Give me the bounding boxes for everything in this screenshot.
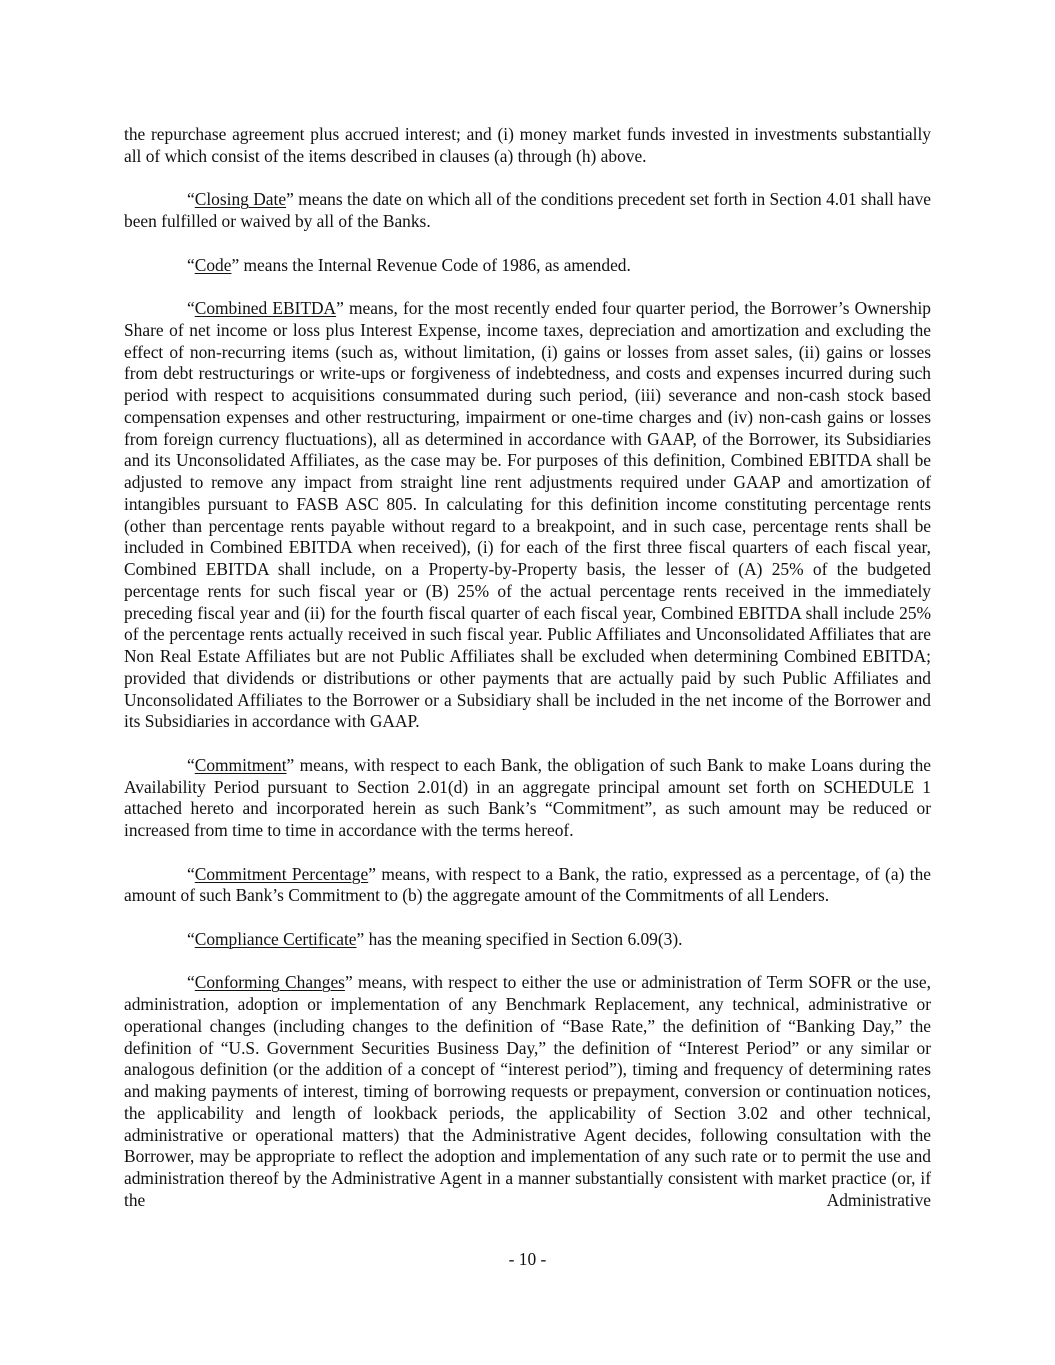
close-quote: ”	[356, 928, 365, 949]
open-quote: “	[187, 928, 195, 949]
close-quote: ”	[286, 754, 295, 775]
definition-text: means, with respect to either the use or administration of Term SOFR or the use, administration, adoption or implementation of any Benchmark Replacement, any technical, administrative or operational changes (including changes to the definition of “Base Rate,” the definition of “Banking Day,” the definition of “U.S. Government Securities Business Day,” the definition of “Interest Period” or any similar or analogous definition (or the addition of a concept of “interest period”), timing and frequency of determining rates and making payments of interest, timing of borrowing requests or prepayment, conversion or continuation notices, the applicability and length of lookback periods, the applicability of Section 3.02 and other technical, administrative or operational matters) that the Administrative Agent decides, following consultation with the Borrower, may be appropriate to reflect the adoption and implementation of any such rate or to permit the use and administration thereof by the Administrative Agent in a manner substantially consistent with market practice (or, if the Administrative	[124, 972, 931, 1210]
definition-text: means the Internal Revenue Code of 1986, as amended.	[239, 254, 631, 275]
open-quote: “	[187, 298, 195, 318]
close-quote: ”	[231, 254, 240, 275]
defined-term: Combined EBITDA	[194, 298, 337, 318]
definition-conforming-changes	[124, 972, 931, 1211]
page-number: - 10 -	[508, 1249, 547, 1269]
open-quote: “	[187, 972, 195, 993]
close-quote: ”	[286, 189, 294, 210]
definition-code	[124, 255, 931, 277]
close-quote: ”	[344, 972, 353, 993]
defined-term: Compliance Certificate	[194, 928, 357, 949]
definition-text: means, with respect to each Bank, the obligation of such Bank to make Loans during the Availability Period pursuant to Section 2.01(d) in an aggregate principal amount set forth on SCHEDULE 1 attached hereto and incorporated herein as such Bank’s “Commitment”, as such amount may be reduced or increased from time to time in accordance with the terms hereof.	[124, 754, 931, 840]
paragraph-continuation	[124, 124, 931, 168]
definition-commitment-percentage	[124, 864, 931, 908]
definition-combined-ebitda	[124, 298, 931, 733]
close-quote: ”	[336, 298, 344, 318]
definition-text: means the date on which all of the conditions precedent set forth in Section 4.01 shall have been fulfilled or waived by all of the Banks.	[124, 189, 931, 231]
definition-text: means, with respect to a Bank, the ratio, expressed as a percentage, of (a) the amount of such Bank’s Commitment to (b) the aggregate amount of the Commitments of all Lenders.	[124, 863, 931, 906]
definition-compliance-certificate	[124, 929, 931, 951]
definition-text: has the meaning specified in Section 6.09(3).	[364, 928, 683, 949]
paragraph-text: the repurchase agreement plus accrued interest; and (i) money market funds invested in investments substantially all of which consist of the items described in clauses (a) through (h) above.	[124, 124, 931, 166]
defined-term: Conforming Changes	[194, 972, 345, 993]
definition-closing-date	[124, 189, 931, 233]
document-page	[124, 124, 931, 1233]
definition-commitment	[124, 755, 931, 842]
open-quote: “	[187, 863, 195, 884]
open-quote: “	[187, 254, 195, 275]
close-quote: ”	[368, 863, 376, 884]
defined-term: Commitment	[194, 754, 287, 775]
defined-term: Code	[194, 254, 232, 275]
definition-text: means, for the most recently ended four quarter period, the Borrower’s Ownership Share of net income or loss plus Interest Expense, income taxes, depreciation and amortization and excluding the effect of non-recurring items (such as, without limitation, (i) gains or losses from asset sales, (ii) gains or losses from debt restructurings or write-ups or forgiveness of indebtedness, and costs and expenses incurred during such period with respect to acquisitions consummated during such period, (iii) severance and non-cash stock based compensation expenses and other restructuring, impairment or one-time charges and (iv) non-cash gains or losses from foreign currency fluctuations), all as determined in accordance with GAAP, of the Borrower, its Subsidiaries and its Unconsolidated Affiliates, as the case may be. For purposes of this definition, Combined EBITDA shall be adjusted to remove any impact from straight line rent adjustments required under GAAP and amortization of intangibles pursuant to FASB ASC 805. In calculating for this definition income constituting percentage rents (other than percentage rents payable without regard to a breakpoint, and in such case, percentage rents shall be included in Combined EBITDA when received), (i) for each of the first three fiscal quarters of each fiscal year, Combined EBITDA shall include, on a Property-by-Property basis, the lesser of (A) 25% of the budgeted percentage rents for such fiscal year or (B) 25% of the actual percentage rents received in the immediately preceding fiscal year and (ii) for the fourth fiscal quarter of each fiscal year, Combined EBITDA shall include 25% of the percentage rents actually received in such fiscal year. Public Affiliates and Unconsolidated Affiliates that are Non Real Estate Affiliates but are not Public Affiliates shall be excluded when determining Combined EBITDA; provided that dividends or distributions or other payments that are actually paid by such Public Affiliates and Unconsolidated Affiliates to the Borrower or a Subsidiary shall be included in the net income of the Borrower and its Subsidiaries in accordance with GAAP.	[124, 298, 931, 732]
open-quote: “	[187, 754, 195, 775]
defined-term: Closing Date	[194, 189, 287, 210]
defined-term: Commitment Percentage	[194, 863, 369, 884]
open-quote: “	[187, 189, 195, 210]
